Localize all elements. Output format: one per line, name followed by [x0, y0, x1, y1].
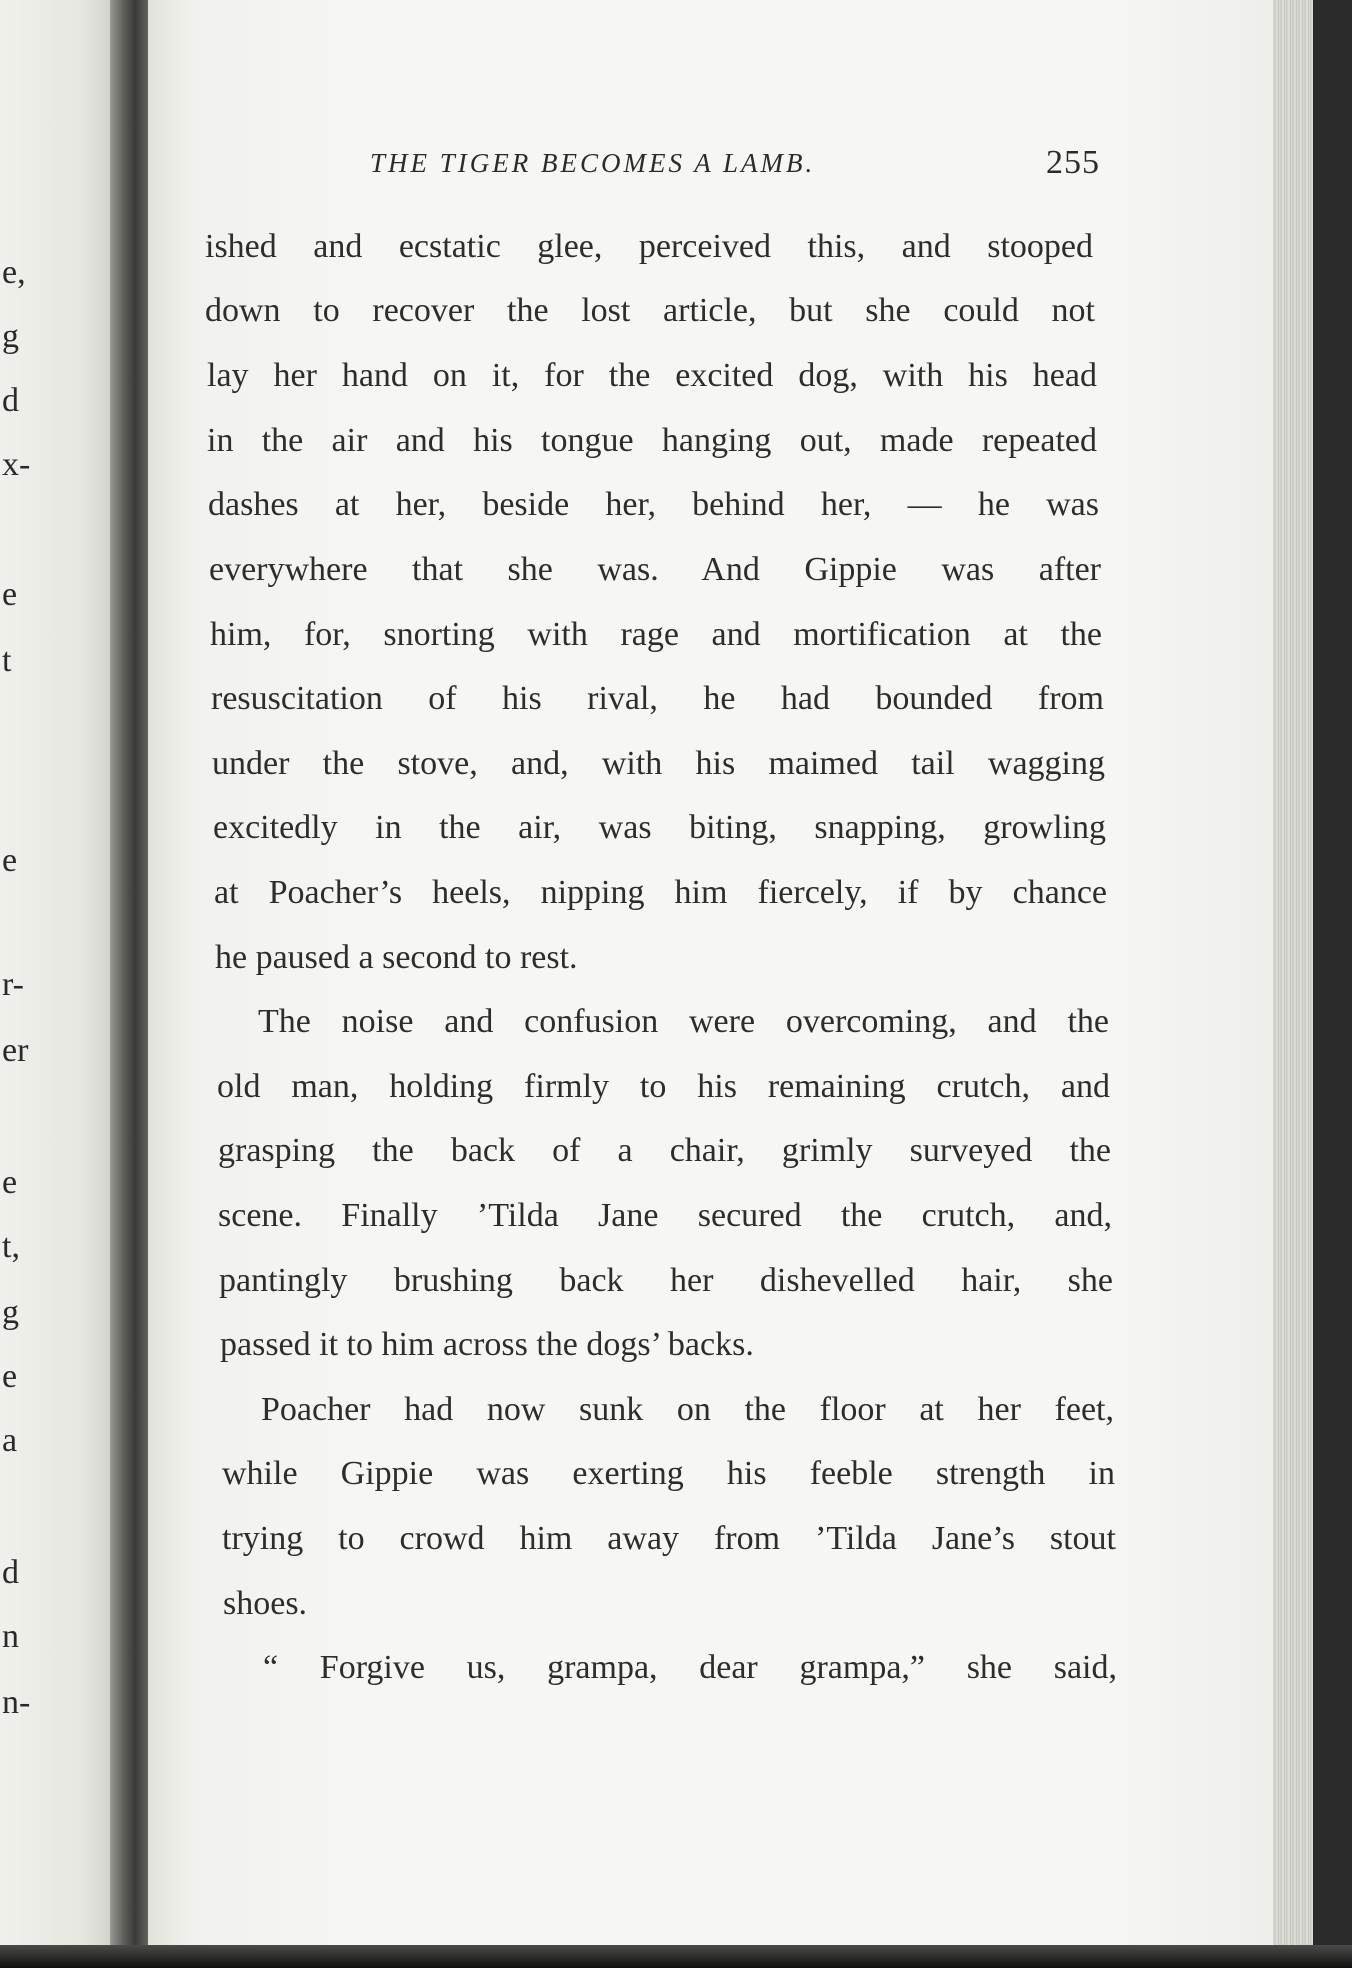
- left-page-fragment: d: [2, 1554, 19, 1591]
- text-line: dashes at her, beside her, behind her, — he was: [208, 486, 1099, 523]
- left-page-fragment: t,: [2, 1228, 20, 1265]
- left-page-fragment: e: [2, 1164, 18, 1201]
- text-line: scene. Finally ’Tilda Jane secured the crutch, and,: [218, 1197, 1112, 1234]
- text-line: down to recover the lost article, but she could not: [205, 292, 1095, 329]
- left-page: [0, 0, 118, 1968]
- text-line: him, for, snorting with rage and mortification at the: [210, 616, 1102, 653]
- text-line: everywhere that she was. And Gippie was after: [209, 551, 1101, 588]
- text-line: old man, holding firmly to his remaining crutch, and: [217, 1068, 1110, 1105]
- left-page-fragment: g: [2, 1294, 19, 1331]
- left-page-fragment: d: [2, 382, 19, 419]
- text-line: The noise and confusion were overcoming, and the: [258, 1003, 1109, 1040]
- page-number: 255: [1046, 144, 1100, 181]
- page-edges: [1273, 0, 1313, 1968]
- text-line: “ Forgive us, grampa, dear grampa,” she said,: [263, 1649, 1117, 1686]
- text-line: resuscitation of his rival, he had bounded from: [211, 680, 1104, 717]
- left-page-fragment: n: [2, 1618, 19, 1655]
- text-line: shoes.: [223, 1585, 308, 1622]
- text-line: he paused a second to rest.: [215, 939, 578, 976]
- text-line: under the stove, and, with his maimed tail wagging: [212, 745, 1105, 782]
- left-page-fragment: t: [2, 642, 12, 679]
- page-header: [370, 144, 1100, 188]
- text-line: lay her hand on it, for the excited dog, with his head: [207, 357, 1097, 394]
- running-title: THE TIGER BECOMES A LAMB.: [370, 148, 816, 178]
- text-line: grasping the back of a chair, grimly surveyed the: [218, 1132, 1111, 1169]
- text-line: passed it to him across the dogs’ backs.: [220, 1326, 754, 1363]
- left-page-fragment: r-: [2, 966, 24, 1003]
- scan-bottom-shadow: [0, 1945, 1352, 1968]
- text-line: while Gippie was exerting his feeble strength in: [222, 1455, 1115, 1492]
- text-line: in the air and his tongue hanging out, made repeated: [207, 422, 1097, 459]
- left-page-fragment: a: [2, 1422, 18, 1459]
- left-page-fragment: e: [2, 576, 18, 613]
- left-page-fragment: er: [2, 1032, 29, 1069]
- text-line: ished and ecstatic glee, perceived this, and stooped: [205, 228, 1093, 265]
- scan-margin: [1313, 0, 1352, 1968]
- book-gutter: [110, 0, 152, 1968]
- text-line: at Poacher’s heels, nipping him fiercely, if by chance: [214, 874, 1107, 911]
- left-page-fragment: e: [2, 842, 18, 879]
- left-page-fragment: e: [2, 1358, 18, 1395]
- text-line: trying to crowd him away from ’Tilda Jane’s stout: [222, 1520, 1116, 1557]
- text-line: Poacher had now sunk on the floor at her feet,: [261, 1391, 1114, 1428]
- left-page-fragment: g: [2, 318, 19, 355]
- text-line: excitedly in the air, was biting, snapping, growling: [213, 809, 1106, 846]
- left-page-fragment: x-: [2, 446, 31, 483]
- left-page-fragment: n-: [2, 1684, 31, 1721]
- left-page-fragment: e,: [2, 254, 26, 291]
- text-line: pantingly brushing back her dishevelled hair, she: [219, 1262, 1113, 1299]
